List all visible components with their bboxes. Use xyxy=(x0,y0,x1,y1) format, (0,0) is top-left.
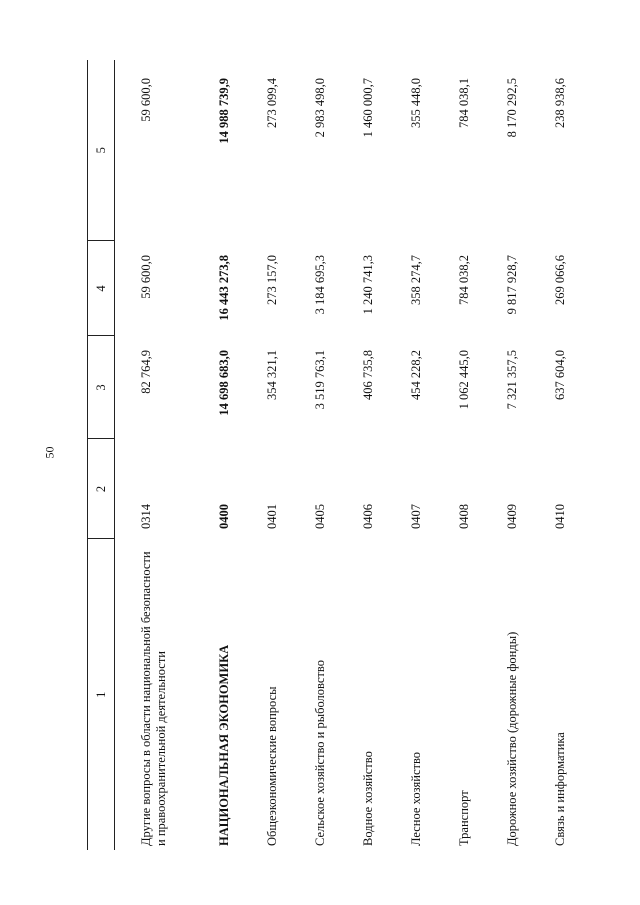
table-row xyxy=(115,60,204,850)
header-col-2: 2 xyxy=(88,439,115,539)
row-code: 0410 xyxy=(553,504,567,529)
budget-table xyxy=(87,60,587,850)
row-value-5: 2 983 498,0 xyxy=(313,78,327,138)
row-code: 0408 xyxy=(457,504,471,529)
row-value-4: 784 038,2 xyxy=(457,255,471,305)
row-value-5: 238 938,6 xyxy=(553,78,567,128)
row-value-3: 82 764,9 xyxy=(139,350,153,394)
row-value-5: 784 038,1 xyxy=(457,78,471,128)
row-value-4: 1 240 741,3 xyxy=(361,255,375,315)
row-value-4: 16 443 273,8 xyxy=(217,255,231,321)
row-code: 0406 xyxy=(361,504,375,529)
row-value-3: 7 321 357,5 xyxy=(505,350,519,410)
row-code: 0405 xyxy=(313,504,327,529)
row-code: 0314 xyxy=(139,504,153,529)
row-value-3: 406 735,8 xyxy=(361,350,375,400)
header-row xyxy=(88,60,115,850)
row-value-5: 1 460 000,7 xyxy=(361,78,375,138)
row-value-3: 637 604,0 xyxy=(553,350,567,400)
row-value-3: 14 698 683,0 xyxy=(217,350,231,416)
row-value-3: 3 519 763,1 xyxy=(313,350,327,410)
header-col-3: 3 xyxy=(88,336,115,439)
row-code: 0409 xyxy=(505,504,519,529)
row-name: Транспорт xyxy=(457,790,471,846)
row-value-4: 3 184 695,3 xyxy=(313,255,327,315)
row-value-5: 59 600,0 xyxy=(139,78,153,122)
row-name: Лесное хозяйство xyxy=(409,751,423,846)
table-row xyxy=(203,60,251,850)
table-row xyxy=(251,60,299,850)
row-value-4: 273 157,0 xyxy=(265,255,279,305)
budget-table-sheet xyxy=(87,60,607,850)
row-value-5: 273 099,4 xyxy=(265,78,279,128)
row-name: Другие вопросы в области национальной безопасности и правоохранительной деятельности xyxy=(139,551,168,846)
row-value-5: 14 988 739,9 xyxy=(217,78,231,144)
row-value-5: 355 448,0 xyxy=(409,78,423,128)
table-row xyxy=(443,60,491,850)
table-row xyxy=(347,60,395,850)
row-name: Связь и информатика xyxy=(553,732,567,846)
table-row xyxy=(539,60,587,850)
row-value-4: 358 274,7 xyxy=(409,255,423,305)
row-value-5: 8 170 292,5 xyxy=(505,78,519,138)
header-col-1: 1 xyxy=(88,539,115,850)
row-name: Сельское хозяйство и рыболовство xyxy=(313,660,327,846)
header-col-5: 5 xyxy=(88,60,115,241)
row-code: 0400 xyxy=(217,504,231,529)
row-value-3: 1 062 445,0 xyxy=(457,350,471,410)
row-value-4: 59 600,0 xyxy=(139,255,153,299)
page-number: 50 xyxy=(42,446,57,459)
row-value-3: 454 228,2 xyxy=(409,350,423,400)
row-name: Водное хозяйство xyxy=(361,751,375,846)
row-code: 0407 xyxy=(409,504,423,529)
table-row xyxy=(491,60,539,850)
row-name: Дорожное хозяйство (дорожные фонды) xyxy=(505,631,519,846)
row-value-4: 9 817 928,7 xyxy=(505,255,519,315)
table-row xyxy=(395,60,443,850)
row-name: Общеэкономические вопросы xyxy=(265,686,279,846)
row-value-3: 354 321,1 xyxy=(265,350,279,400)
row-name: НАЦИОНАЛЬНАЯ ЭКОНОМИКА xyxy=(217,644,231,846)
row-code: 0401 xyxy=(265,504,279,529)
header-col-4: 4 xyxy=(88,241,115,336)
row-value-4: 269 066,6 xyxy=(553,255,567,305)
table-row xyxy=(299,60,347,850)
